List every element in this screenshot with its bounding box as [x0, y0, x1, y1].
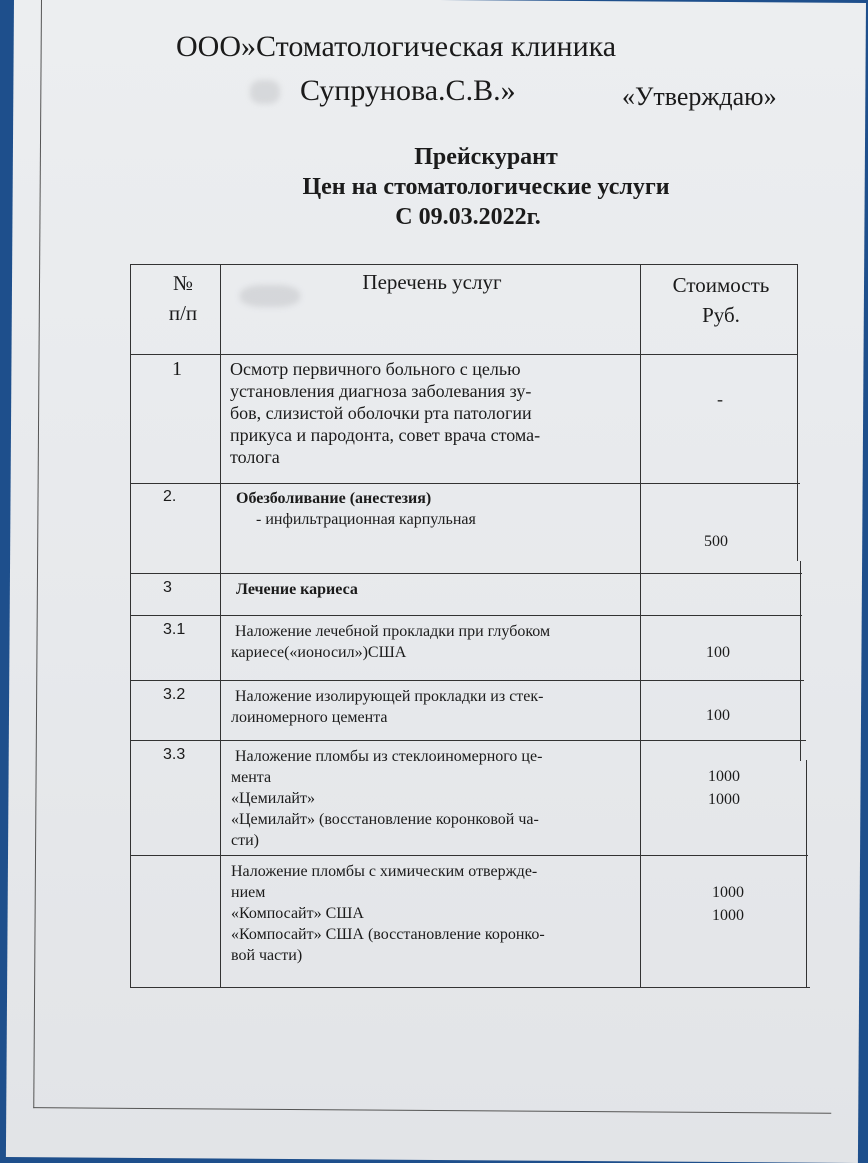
service-text-line: Наложение пломбы с химическим отвержде- [231, 863, 538, 880]
service-price: 1000 [712, 884, 744, 901]
service-price: 500 [704, 533, 728, 550]
service-text-line: мента [231, 769, 272, 786]
row-number: 2. [163, 488, 177, 505]
table-row-divider [130, 354, 798, 355]
header-cost-label: Стоимость [672, 273, 770, 297]
service-text-line: сти) [231, 832, 259, 849]
service-category: Обезболивание (анестезия) [236, 490, 432, 507]
service-price: 1000 [708, 768, 740, 785]
table-border-bottom [130, 987, 810, 988]
service-price: 1000 [708, 791, 740, 808]
service-price-list [694, 765, 754, 811]
row-number: 3 [163, 579, 172, 596]
service-text-line: прикуса и пародонта, совет врача стома- [230, 425, 541, 445]
header-num-symbol: № [172, 271, 194, 295]
service-description [230, 358, 540, 468]
header-cost-unit: Руб. [702, 303, 740, 327]
service-description [231, 861, 545, 966]
service-text-line: бов, слизистой оболочки рта патологии [230, 403, 532, 423]
service-description [231, 686, 543, 728]
header-num [160, 268, 206, 328]
clinic-name-line1: ООО»Стоматологическая клиника [176, 30, 617, 63]
bleed-through-mark [250, 80, 280, 104]
service-text-line: Осмотр первичного больного с целью [230, 359, 521, 379]
service-price: - [717, 389, 723, 409]
table-border-right [800, 561, 801, 761]
service-text-line: «Цемилайт» (восстановление коронковой ча- [231, 811, 539, 828]
header-num-pp: п/п [168, 301, 198, 325]
service-text-line: «Цемилайт» [231, 790, 315, 807]
table-row-divider [130, 855, 808, 856]
service-text-line: «Компосайт» США (восстановление коронко- [231, 926, 545, 943]
table-row-divider [130, 740, 806, 741]
table-row-divider [130, 680, 804, 681]
service-text-line: лоиномерного цемента [231, 709, 388, 726]
service-price: 100 [706, 644, 730, 661]
table-border-right [806, 760, 807, 988]
service-price-list [698, 881, 758, 927]
service-text-line: вой части) [231, 947, 303, 964]
service-description [231, 746, 542, 851]
clinic-name-line2: Супрунова.С.В.» [300, 74, 516, 107]
service-category: Лечение кариеса [236, 581, 358, 598]
service-text-line: «Компосайт» США [231, 905, 364, 922]
table-row-divider [130, 573, 802, 574]
service-price: 1000 [712, 907, 744, 924]
table-border-top [130, 264, 798, 265]
service-price: 100 [706, 707, 730, 724]
table-row-divider [130, 615, 802, 616]
service-text-line: установления диагноза заболевания зу- [230, 381, 532, 401]
approval-label: «Утверждаю» [622, 82, 777, 111]
service-text-line: толога [230, 447, 280, 467]
row-number: 3.3 [163, 746, 186, 763]
service-text-line: Наложение лечебной прокладки при глубоком [235, 623, 551, 640]
service-text-line: нием [231, 884, 266, 901]
table-col-divider [220, 264, 221, 988]
row-number: 3.2 [163, 686, 186, 703]
effective-date: С 09.03.2022г. [395, 204, 541, 230]
service-text-line: кариесе(«ионосил»)США [231, 644, 407, 661]
service-text-line: Наложение изолирующей прокладки из стек- [235, 688, 544, 705]
service-subitem: - инфильтрационная карпульная [256, 511, 476, 528]
service-description [231, 621, 550, 663]
doc-subtitle: Цен на стоматологические услуги [302, 174, 670, 200]
header-cost [642, 270, 800, 330]
row-number: 1 [172, 358, 182, 380]
row-number: 3.1 [163, 621, 186, 638]
table-row-divider [130, 483, 800, 484]
doc-title: Прейскурант [414, 144, 558, 170]
table-col-divider [640, 264, 641, 988]
header-services: Перечень услуг [362, 270, 502, 294]
table-border-left [130, 264, 131, 988]
service-text-line: Наложение пломбы из стеклоиномерного це- [235, 748, 543, 765]
